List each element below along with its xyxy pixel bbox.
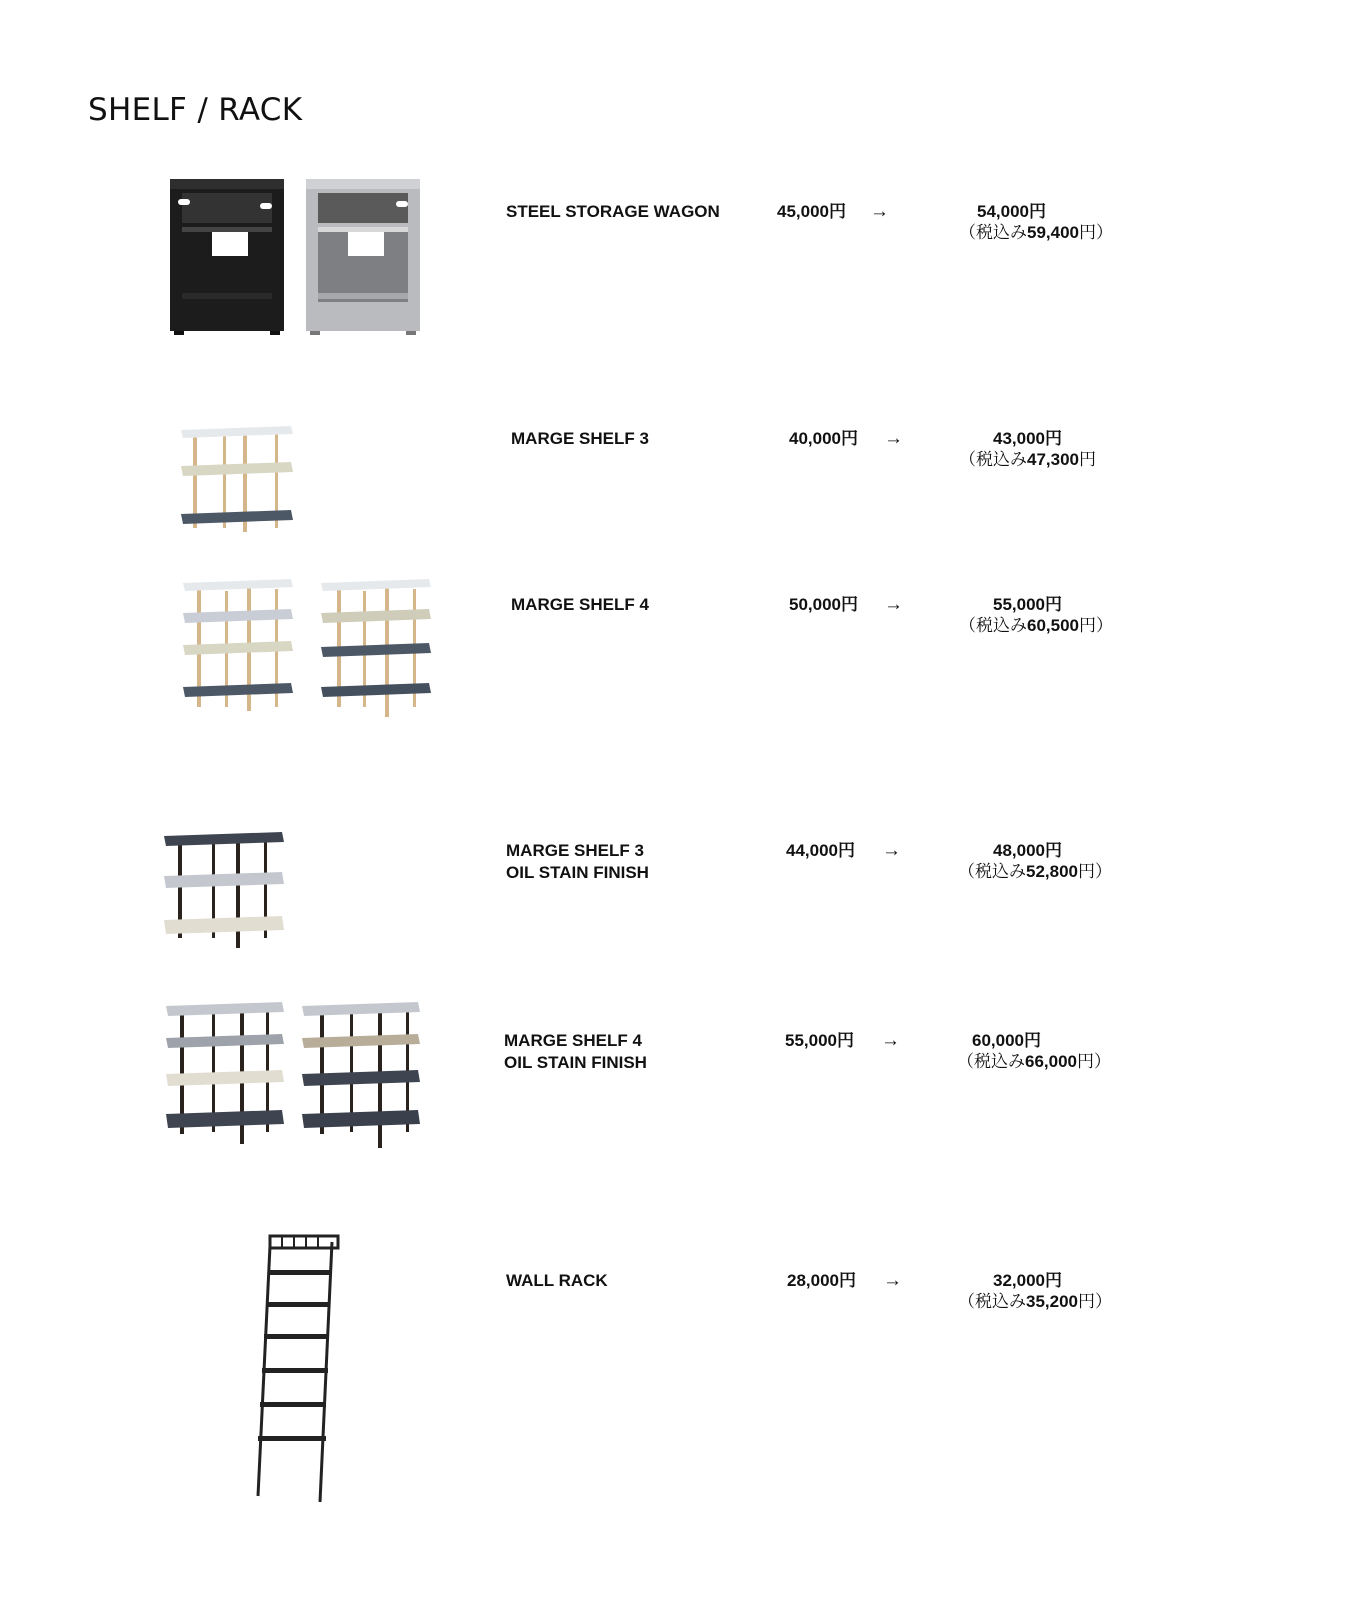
product-name-line: MARGE SHELF 3 <box>506 841 644 860</box>
arrow-right-icon: → <box>884 428 903 449</box>
tax-value: 35,200 <box>1026 1292 1078 1311</box>
old-price: 44,000円 <box>786 841 855 860</box>
tax-included-price <box>959 449 1096 471</box>
tax-suffix: 円） <box>1078 862 1112 881</box>
product-name-line: WALL RACK <box>506 1271 608 1290</box>
tax-value: 60,500 <box>1027 616 1079 635</box>
tax-suffix: 円 <box>1079 450 1096 469</box>
product-name-line: MARGE SHELF 4 <box>504 1031 642 1050</box>
tax-suffix: 円） <box>1079 223 1113 242</box>
new-price: 32,000円 <box>993 1271 1062 1290</box>
page-title: SHELF / RACK <box>88 92 303 128</box>
old-price: 45,000円 <box>777 202 846 221</box>
marge-shelf-3-oil-stain-image <box>160 828 295 953</box>
new-price: 43,000円 <box>993 429 1062 448</box>
old-price: 55,000円 <box>785 1031 854 1050</box>
marge-shelf-3-image <box>175 420 305 540</box>
new-price: 60,000円 <box>972 1031 1041 1050</box>
product-name-line: OIL STAIN FINISH <box>506 863 649 882</box>
tax-prefix: （税込み <box>957 1052 1025 1071</box>
new-price: 48,000円 <box>993 841 1062 860</box>
tax-included-price <box>958 1291 1112 1313</box>
arrow-right-icon: → <box>884 594 903 615</box>
tax-prefix: （税込み <box>959 450 1027 469</box>
wall-rack-image <box>240 1228 350 1508</box>
tax-prefix: （税込み <box>958 1292 1026 1311</box>
tax-value: 52,800 <box>1026 862 1078 881</box>
steel-storage-wagon-image <box>160 175 430 340</box>
tax-included-price <box>958 861 1112 883</box>
tax-value: 66,000 <box>1025 1052 1077 1071</box>
tax-suffix: 円） <box>1078 1292 1112 1311</box>
tax-included-price <box>957 1051 1111 1073</box>
tax-included-price <box>959 222 1113 244</box>
tax-value: 47,300 <box>1027 450 1079 469</box>
arrow-right-icon: → <box>882 840 901 861</box>
marge-shelf-4-image <box>175 575 440 725</box>
product-name-line: MARGE SHELF 3 <box>511 429 649 448</box>
tax-included-price <box>959 615 1113 637</box>
tax-prefix: （税込み <box>959 223 1027 242</box>
product-name-line: STEEL STORAGE WAGON <box>506 202 720 221</box>
new-price: 55,000円 <box>993 595 1062 614</box>
arrow-right-icon: → <box>870 201 889 222</box>
product-name-line: OIL STAIN FINISH <box>504 1053 647 1072</box>
tax-suffix: 円） <box>1077 1052 1111 1071</box>
old-price: 28,000円 <box>787 1271 856 1290</box>
marge-shelf-4-oil-stain-image <box>160 998 430 1153</box>
tax-value: 59,400 <box>1027 223 1079 242</box>
tax-prefix: （税込み <box>958 862 1026 881</box>
new-price: 54,000円 <box>977 202 1046 221</box>
tax-suffix: 円） <box>1079 616 1113 635</box>
arrow-right-icon: → <box>881 1030 900 1051</box>
product-name-line: MARGE SHELF 4 <box>511 595 649 614</box>
tax-prefix: （税込み <box>959 616 1027 635</box>
old-price: 40,000円 <box>789 429 858 448</box>
arrow-right-icon: → <box>883 1270 902 1291</box>
old-price: 50,000円 <box>789 595 858 614</box>
